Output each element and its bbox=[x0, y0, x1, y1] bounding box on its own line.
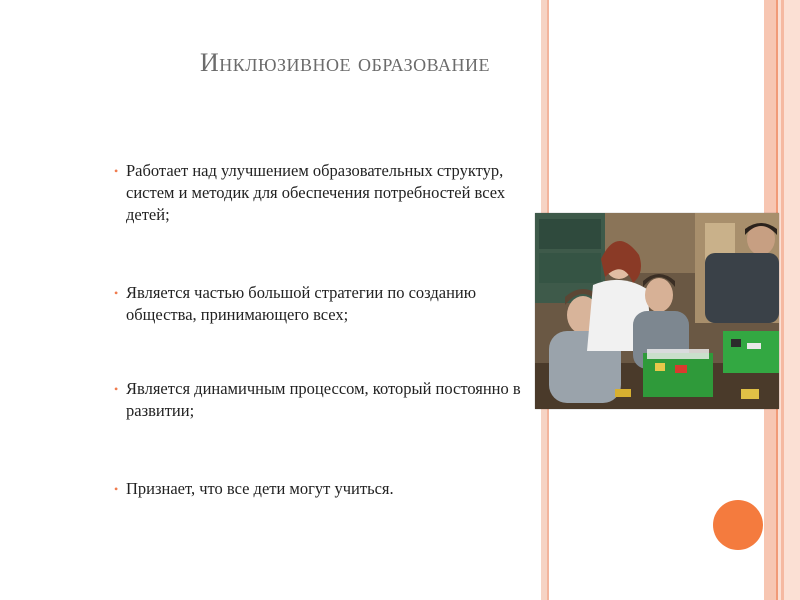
bullet-marker-icon: • bbox=[114, 286, 119, 300]
classroom-photo bbox=[535, 213, 779, 409]
bullet-text: Является динамичным процессом, который постоянно в развитии; bbox=[126, 379, 521, 420]
bullet-item bbox=[112, 282, 532, 326]
decorative-circle bbox=[713, 500, 763, 550]
bullet-text: Признает, что все дети могут учиться. bbox=[126, 479, 394, 498]
bullet-marker-icon: • bbox=[114, 482, 119, 496]
bullet-text: Является частью большой стратегии по созданию общества, принимающего всех; bbox=[126, 283, 477, 324]
bullet-marker-icon: • bbox=[114, 164, 119, 178]
bullet-marker-icon: • bbox=[114, 382, 119, 396]
bullet-item bbox=[112, 160, 532, 226]
bullet-item bbox=[112, 378, 532, 422]
bullet-text: Работает над улучшением образовательных структур, систем и методик для обеспечения потребностей всех детей; bbox=[126, 161, 506, 224]
bullet-item bbox=[112, 478, 394, 500]
decorative-stripe bbox=[781, 0, 784, 600]
classroom-photo-illustration bbox=[535, 213, 779, 409]
slide-title: Инклюзивное образование bbox=[200, 48, 490, 77]
